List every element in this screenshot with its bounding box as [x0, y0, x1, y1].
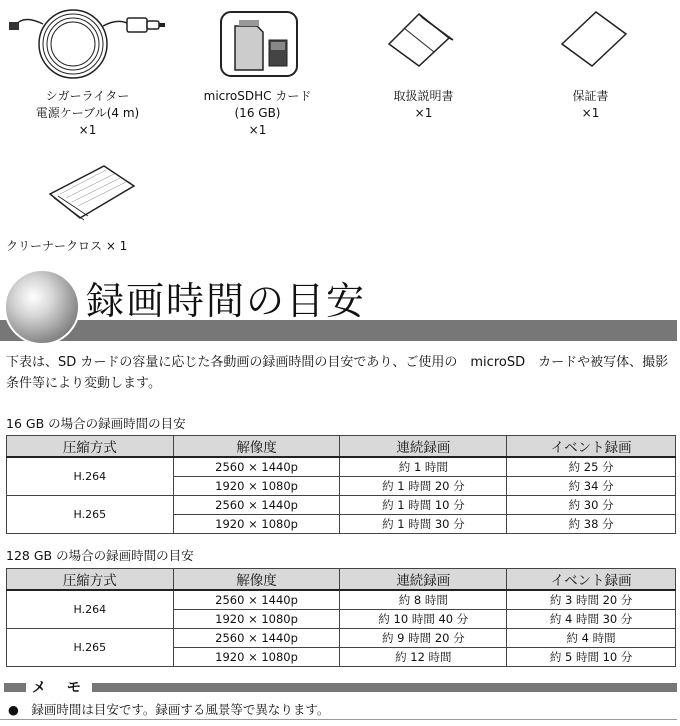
- page-title: 録画時間の目安: [86, 279, 367, 323]
- codec-cell: H.264: [7, 457, 174, 495]
- memo-title: メ モ: [32, 680, 89, 696]
- continuous-cell: 約 1 時間 10 分: [340, 495, 507, 514]
- heading-circle-ornament: [4, 269, 80, 345]
- codec-cell: H.264: [7, 590, 174, 628]
- accessory-quantity: ×1: [414, 106, 433, 120]
- accessory-label-line: 電源ケーブル(4 m): [35, 106, 140, 120]
- table-header-row: [7, 436, 676, 458]
- header-event: イベント録画: [507, 436, 676, 458]
- memo-square-ornament: [4, 683, 26, 692]
- recording-time-table-16gb: [6, 435, 676, 534]
- table-row: [7, 457, 676, 476]
- accessory-manual: [336, 4, 511, 122]
- event-cell: 約 25 分: [507, 457, 676, 476]
- sd-card-icon: [213, 4, 303, 84]
- resolution-cell: 1920 × 1080p: [173, 514, 340, 533]
- continuous-cell: 約 1 時間 30 分: [340, 514, 507, 533]
- continuous-cell: 約 1 時間 20 分: [340, 476, 507, 495]
- event-cell: 約 30 分: [507, 495, 676, 514]
- codec-cell: H.265: [7, 495, 174, 533]
- accessory-label-line: (16 GB): [234, 106, 281, 120]
- resolution-cell: 2560 × 1440p: [173, 628, 340, 647]
- continuous-cell: 約 1 時間: [340, 457, 507, 476]
- accessory-label-line: 保証書: [572, 89, 609, 103]
- table-caption: 16 GB の場合の録画時間の目安: [6, 416, 186, 431]
- codec-cell: H.265: [7, 628, 174, 666]
- event-cell: 約 5 時間 10 分: [507, 647, 676, 666]
- resolution-cell: 1920 × 1080p: [173, 609, 340, 628]
- accessory-quantity: ×1: [248, 123, 267, 137]
- cleaner-cloth-icon: [40, 158, 140, 228]
- continuous-cell: 約 12 時間: [340, 647, 507, 666]
- resolution-cell: 1920 × 1080p: [173, 647, 340, 666]
- table-row: [7, 495, 676, 514]
- table-row: [7, 628, 676, 647]
- continuous-cell: 約 9 時間 20 分: [340, 628, 507, 647]
- event-cell: 約 4 時間: [507, 628, 676, 647]
- table-caption: 128 GB の場合の録画時間の目安: [6, 548, 194, 563]
- resolution-cell: 2560 × 1440p: [173, 457, 340, 476]
- table-row: [7, 590, 676, 609]
- accessory-label-line: 取扱説明書: [393, 89, 454, 103]
- cigar-cable-icon: [3, 4, 173, 84]
- accessory-warranty: [503, 4, 678, 122]
- continuous-cell: 約 10 時間 40 分: [340, 609, 507, 628]
- header-resolution: 解像度: [173, 569, 340, 591]
- header-codec: 圧縮方式: [7, 436, 174, 458]
- cleaner-cloth-label: クリーナークロス × 1: [6, 239, 128, 253]
- table-header-row: [7, 569, 676, 591]
- resolution-cell: 2560 × 1440p: [173, 495, 340, 514]
- memo-note: ● 録画時間は目安です。録画する風景等で異なります。: [8, 702, 330, 717]
- resolution-cell: 2560 × 1440p: [173, 590, 340, 609]
- accessory-cigar-cable: [0, 4, 175, 139]
- accessory-quantity: ×1: [581, 106, 600, 120]
- header-codec: 圧縮方式: [7, 569, 174, 591]
- event-cell: 約 34 分: [507, 476, 676, 495]
- header-continuous: 連続録画: [340, 436, 507, 458]
- accessory-label-line: microSDHC カード: [203, 89, 312, 103]
- memo-divider: [0, 719, 677, 720]
- recording-time-table-128gb: [6, 568, 676, 667]
- memo-header: [0, 679, 677, 696]
- header-continuous: 連続録画: [340, 569, 507, 591]
- header-resolution: 解像度: [173, 436, 340, 458]
- manual-icon: [379, 4, 469, 84]
- event-cell: 約 38 分: [507, 514, 676, 533]
- header-event: イベント録画: [507, 569, 676, 591]
- event-cell: 約 3 時間 20 分: [507, 590, 676, 609]
- warranty-icon: [546, 4, 636, 84]
- accessory-label-line: シガーライター: [45, 89, 130, 103]
- resolution-cell: 1920 × 1080p: [173, 476, 340, 495]
- intro-paragraph: 下表は、SD カードの容量に応じた各動画の録画時間の目安であり、ご使用の microSD カードや被写体、撮影条件等により変動します。: [6, 355, 669, 391]
- continuous-cell: 約 8 時間: [340, 590, 507, 609]
- accessory-microsd-card: [170, 4, 345, 139]
- event-cell: 約 4 時間 30 分: [507, 609, 676, 628]
- memo-bar-ornament: [92, 683, 677, 692]
- accessory-quantity: ×1: [78, 123, 97, 137]
